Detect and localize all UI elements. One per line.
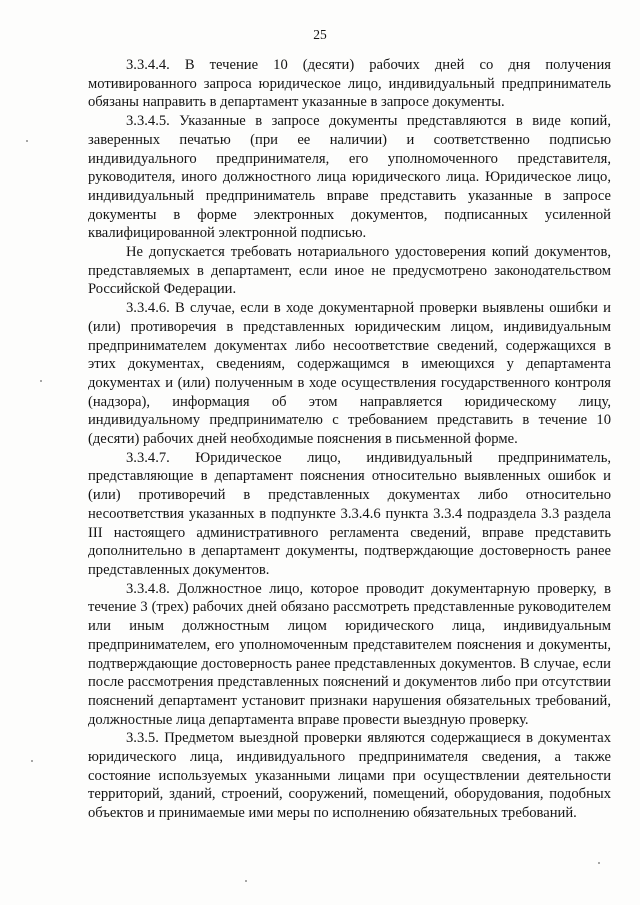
paragraph-3-3-5: 3.3.5. Предметом выездной проверки являются содержащиеся в документах юридического лица, индивидуального предпринимателя сведения, а также состояние используемых указанными лицами при осуществлении деятельности территорий, зданий, строений, сооружений, помещений, оборудования, подобных объектов и принимаемые ими меры по исполнению обязательных требований. xyxy=(88,730,611,822)
scan-speck xyxy=(26,140,28,142)
paragraph-3-3-4-8: 3.3.4.8. Должностное лицо, которое проводит документарную проверку, в течение 3 (трех) рабочих дней обязано рассмотреть представленные руководителем или иным должностным лицом юридического лица, индивидуальным предпринимателем, его уполномоченным представителем пояснения и документы, подтверждающие достоверность ранее представленных документов. В случае, если после рассмотрения представленных пояснений и документов либо при отсутствии пояснений департамент установит признаки нарушения обязательных требований, должностные лица департамента вправе провести выездную проверку. xyxy=(88,580,611,728)
paragraph-3-3-4-6: 3.3.4.6. В случае, если в ходе документарной проверки выявлены ошибки и (или) противоречия в представленных юридическим лицом, индивидуальным предпринимателем документах либо несоответствие сведений, содержащихся в этих документах, сведениям, содержащимся в имеющихся у департамента документах и (или) полученным в ходе осуществления государственного контроля (надзора), информация об этом направляется юридическому лицу, индивидуальному предпринимателю с требованием представить в течение 10 (десяти) рабочих дней необходимые пояснения в письменной форме. xyxy=(88,300,611,448)
scan-speck xyxy=(598,862,600,864)
paragraph-3-3-4-5: 3.3.4.5. Указанные в запросе документы представляются в виде копий, заверенных печатью (при ее наличии) и соответственно подписью индивидуального предпринимателя, его уполномоченного представителя, руководителя, иного должностного лица юридического лица. Юридическое лицо, индивидуальный предприниматель вправе представить указанные в запросе документы в форме электронных документов, подписанных усиленной квалифицированной электронной подписью. xyxy=(88,113,611,242)
scan-speck xyxy=(31,760,33,762)
scan-speck xyxy=(40,380,42,382)
paragraph-3-3-4-7: 3.3.4.7. Юридическое лицо, индивидуальный предприниматель, представляющие в департамент пояснения относительно выявленных ошибок и (или) противоречий в представленных документах либо относительно несоответствия указанных в подпункте 3.3.4.6 пункта 3.3.4 подраздела 3.3 раздела III настоящего административного регламента сведений, вправе представить дополнительно в департамент документы, подтверждающие достоверность ранее представленных документов. xyxy=(88,449,611,578)
scan-speck xyxy=(245,880,247,882)
page-number: 25 xyxy=(313,27,327,42)
document-body xyxy=(88,56,611,823)
paragraph-3-3-4-4: 3.3.4.4. В течение 10 (десяти) рабочих дней со дня получения мотивированного запроса юридическое лицо, индивидуальный предприниматель обязаны направить в департамент указанные в запросе документы. xyxy=(88,57,611,111)
paragraph-notary-restriction: Не допускается требовать нотариального удостоверения копий документов, представляемых в департамент, если иное не предусмотрено законодательством Российской Федерации. xyxy=(88,244,611,298)
